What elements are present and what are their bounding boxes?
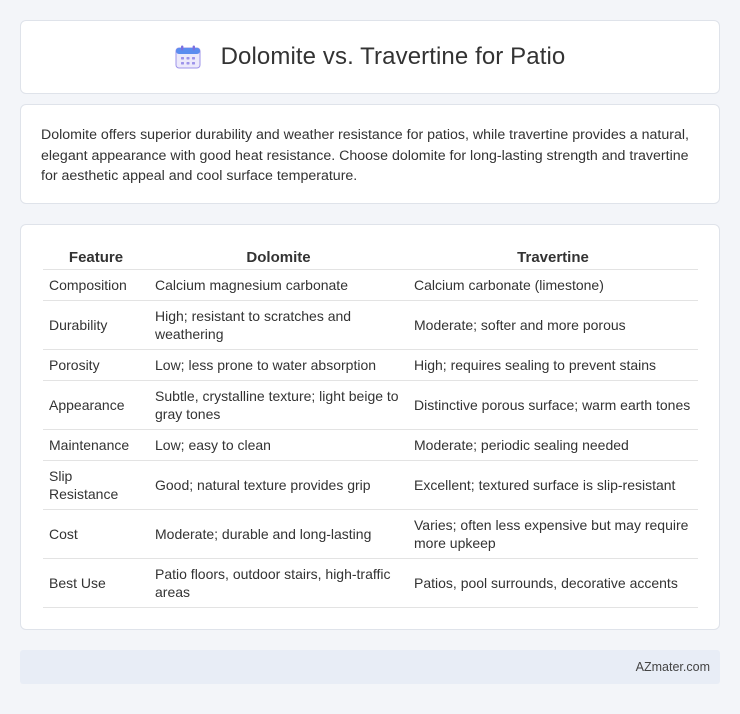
cell-feature: Appearance	[43, 380, 149, 429]
page-title: Dolomite vs. Travertine for Patio	[220, 43, 566, 70]
cell-dolomite: Subtle, crystalline texture; light beige to gray tones	[149, 380, 408, 429]
comparison-table	[43, 247, 698, 608]
cell-dolomite: Good; natural texture provides grip	[149, 460, 408, 509]
footer-brand: AZmater.com	[635, 660, 710, 674]
cell-travertine: High; requires sealing to prevent stains	[408, 349, 698, 380]
cell-dolomite: Low; less prone to water absorption	[149, 349, 408, 380]
table-row	[43, 460, 698, 509]
cell-feature: Maintenance	[43, 429, 149, 460]
cell-dolomite: Patio floors, outdoor stairs, high-traffic areas	[149, 558, 408, 607]
cell-dolomite: Moderate; durable and long-lasting	[149, 509, 408, 558]
cell-dolomite: High; resistant to scratches and weathering	[149, 300, 408, 349]
cell-dolomite: Calcium magnesium carbonate	[149, 269, 408, 300]
table-row	[43, 558, 698, 607]
cell-feature: Slip Resistance	[43, 460, 149, 509]
cell-feature: Best Use	[43, 558, 149, 607]
cell-feature: Cost	[43, 509, 149, 558]
header-feature: Feature	[43, 247, 149, 269]
cell-dolomite: Low; easy to clean	[149, 429, 408, 460]
calendar-icon	[175, 45, 201, 69]
cell-travertine: Moderate; softer and more porous	[408, 300, 698, 349]
title-card	[20, 20, 720, 94]
table-row	[43, 300, 698, 349]
table-header-row	[43, 247, 698, 269]
comparison-table-card	[20, 224, 720, 630]
table-row	[43, 269, 698, 300]
summary-text: Dolomite offers superior durability and weather resistance for patios, while travertine provides a natural, elegant appearance with good heat resistance. Choose dolomite for long-lasting strength and travertine for aesthetic appeal and cool surface temperature.	[41, 127, 689, 184]
title-wrap	[175, 43, 566, 71]
cell-travertine: Moderate; periodic sealing needed	[408, 429, 698, 460]
cell-feature: Composition	[43, 269, 149, 300]
cell-travertine: Distinctive porous surface; warm earth tones	[408, 380, 698, 429]
cell-feature: Durability	[43, 300, 149, 349]
cell-feature: Porosity	[43, 349, 149, 380]
table-row	[43, 380, 698, 429]
table-row	[43, 349, 698, 380]
header-dolomite: Dolomite	[149, 247, 408, 269]
cell-travertine: Excellent; textured surface is slip-resistant	[408, 460, 698, 509]
cell-travertine: Varies; often less expensive but may require more upkeep	[408, 509, 698, 558]
footer	[20, 650, 720, 684]
table-row	[43, 509, 698, 558]
summary-card	[20, 104, 720, 204]
header-travertine: Travertine	[408, 247, 698, 269]
table-row	[43, 429, 698, 460]
cell-travertine: Patios, pool surrounds, decorative accents	[408, 558, 698, 607]
cell-travertine: Calcium carbonate (limestone)	[408, 269, 698, 300]
